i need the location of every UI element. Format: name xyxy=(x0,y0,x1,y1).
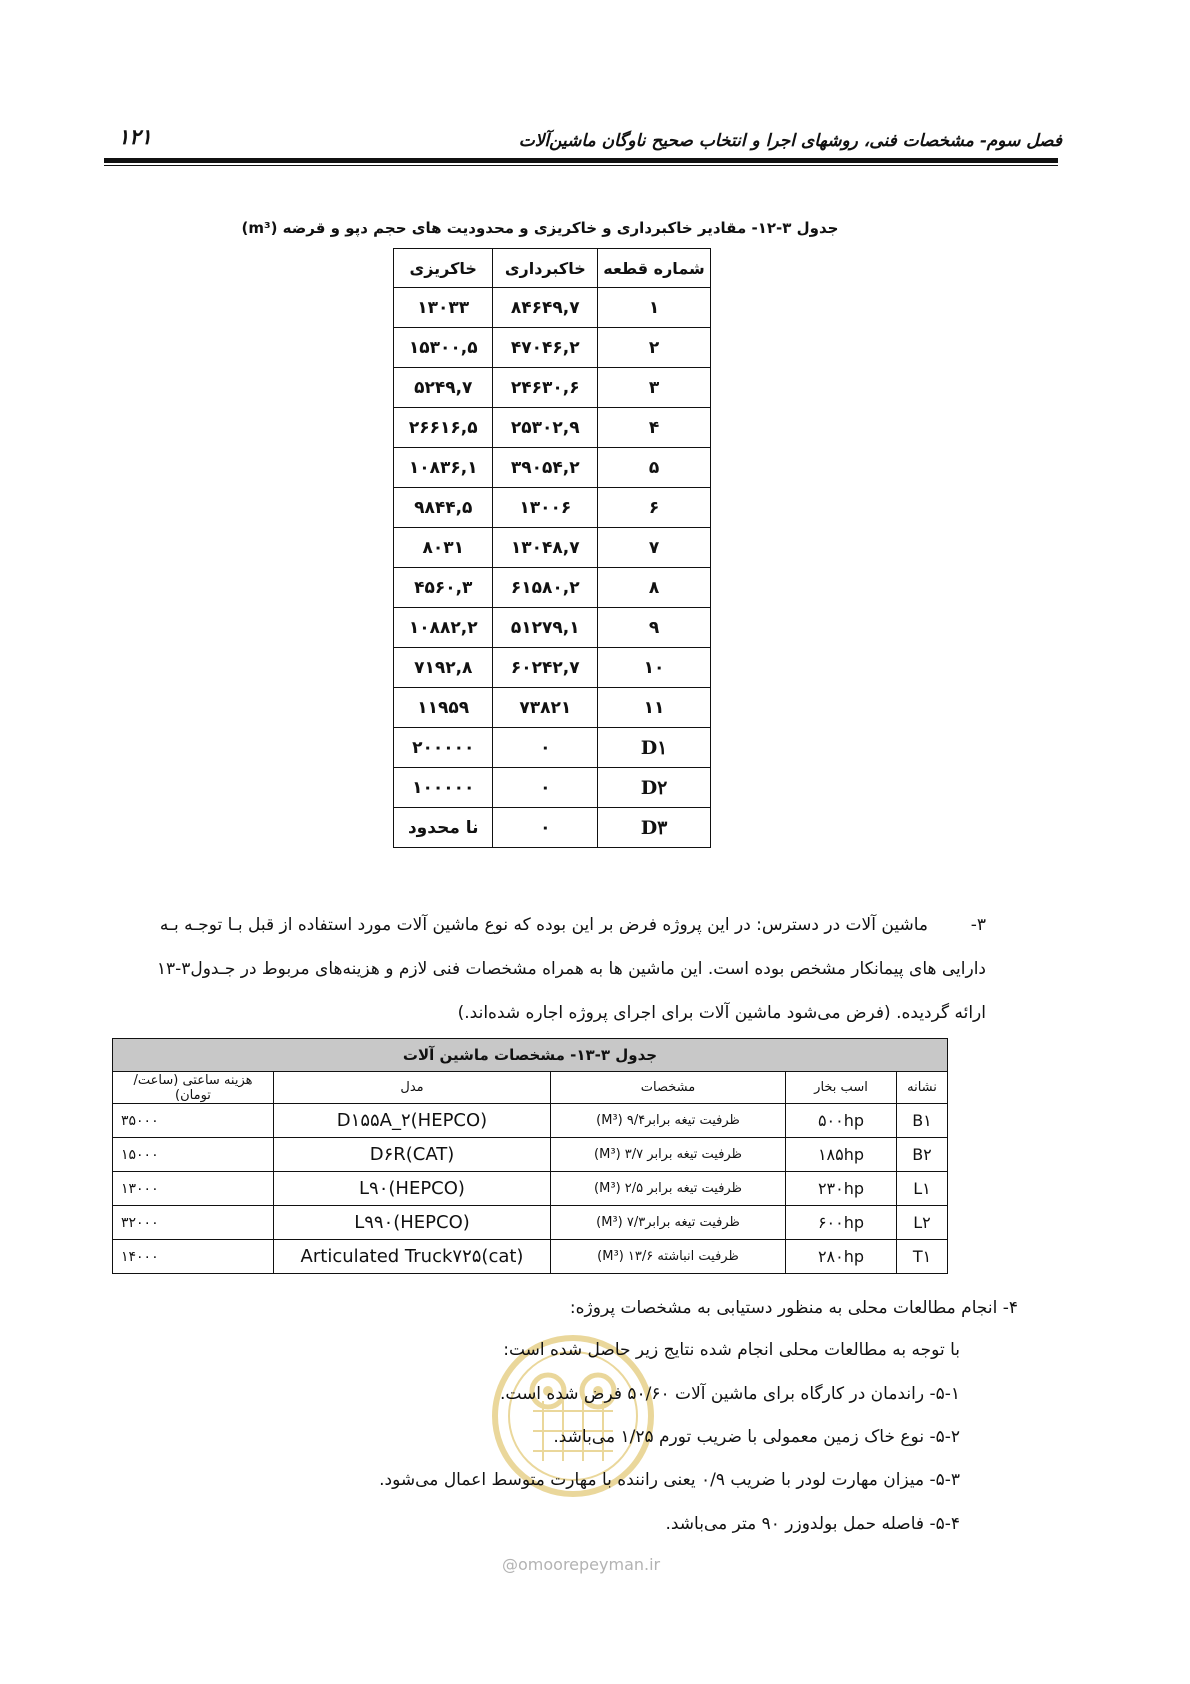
watermark-site: @omoorepeyman.ir xyxy=(502,1555,661,1574)
table-cell: ۷۳۸۲۱ xyxy=(493,688,598,728)
table-row xyxy=(113,1172,948,1206)
table-cell: ۳۵۰۰۰ xyxy=(113,1104,274,1138)
table-row xyxy=(394,488,711,528)
table-cell: ۴ xyxy=(598,408,711,448)
machinery-table xyxy=(112,1038,948,1274)
table-row xyxy=(394,808,711,848)
table-cell: نا محدود xyxy=(394,808,493,848)
table-cell: ۲ xyxy=(598,328,711,368)
table-row xyxy=(394,528,711,568)
table-cell: L۱ xyxy=(897,1172,948,1206)
table-cell: ۵ xyxy=(598,448,711,488)
paragraph-line: ارائه گردیده. (فرض می‌شود ماشین آلات برای اجرای پروژه اجاره شده‌اند.) xyxy=(457,1003,986,1023)
list-item: ۵-۳- میزان مهارت لودر با ضریب ۰/۹ یعنی راننده با مهارت متوسط اعمال می‌شود. xyxy=(379,1470,960,1490)
table-cell: ۱۳۰۰۶ xyxy=(493,488,598,528)
table-cell: ۱۰۸۸۲,۲ xyxy=(394,608,493,648)
table-cell: ۲۶۶۱۶,۵ xyxy=(394,408,493,448)
table-row xyxy=(113,1240,948,1274)
table-cell: ۱۰۰۰۰۰ xyxy=(394,768,493,808)
column-header: هزینه ساعتی (ساعت/تومان) xyxy=(113,1072,274,1104)
table-cell: ۶ xyxy=(598,488,711,528)
table-cell: ظرفیت تیغه برابر ۲/۵ (M³) xyxy=(551,1172,786,1206)
section-number: ۳- xyxy=(970,915,986,935)
table-cell: ۱۵۰۰۰ xyxy=(113,1138,274,1172)
table-cell: ۸ xyxy=(598,568,711,608)
table-cell: ۴۷۰۴۶,۲ xyxy=(493,328,598,368)
table-cell: ۳ xyxy=(598,368,711,408)
table-cell: ۳۹۰۵۴,۲ xyxy=(493,448,598,488)
table-row xyxy=(394,728,711,768)
running-header: فصل سوم- مشخصات فنی، روشهای اجرا و انتخاب صحیح ناوگان ماشین‌آلات xyxy=(518,131,1062,151)
page-number: ۱۲۱ xyxy=(118,124,152,149)
table-cell: ۱ xyxy=(598,288,711,328)
table-cell: ۰ xyxy=(493,728,598,768)
table-row xyxy=(394,648,711,688)
table-cell: ۰ xyxy=(493,768,598,808)
table-cell: D۲ xyxy=(598,768,711,808)
section4-title: ۴- انجام مطالعات محلی به منظور دستیابی به مشخصات پروژه: xyxy=(569,1298,1018,1318)
table-cell: ۱۵۳۰۰,۵ xyxy=(394,328,493,368)
table-cell: ۲۰۰۰۰۰ xyxy=(394,728,493,768)
table-cell: ظرفیت تیغه برابر۷/۳ (M³) xyxy=(551,1206,786,1240)
column-header: مدل xyxy=(274,1072,551,1104)
table-row xyxy=(394,408,711,448)
table-row xyxy=(394,608,711,648)
table-row xyxy=(394,448,711,488)
table-cell: ۲۴۶۳۰,۶ xyxy=(493,368,598,408)
column-header: خاکریزی xyxy=(394,249,493,288)
table-cell: D۱۵۵A_۲(HEPCO) xyxy=(274,1104,551,1138)
table-cell: ۸۴۶۴۹,۷ xyxy=(493,288,598,328)
list-item: ۵-۲- نوع خاک زمین معمولی با ضریب تورم ۱/۲۵ می‌باشد. xyxy=(553,1427,960,1447)
table-cell: L۹۹۰(HEPCO) xyxy=(274,1206,551,1240)
table-cell: ظرفیت تیغه برابر ۳/۷ (M³) xyxy=(551,1138,786,1172)
list-item: ۵-۴- فاصله حمل بولدوزر ۹۰ متر می‌باشد. xyxy=(665,1514,960,1534)
table-cell: D۳ xyxy=(598,808,711,848)
table-cell: L۹۰(HEPCO) xyxy=(274,1172,551,1206)
table-cell: ۱۱ xyxy=(598,688,711,728)
table-header-row xyxy=(113,1072,948,1104)
table-cell: Articulated Truck۷۲۵(cat) xyxy=(274,1240,551,1274)
paragraph-line: ماشین آلات در دسترس: در این پروژه فرض بر این بوده که نوع ماشین آلات مورد استفاده از قبل بـا توجـه بـه xyxy=(159,915,928,935)
table-cell: T۱ xyxy=(897,1240,948,1274)
column-header: خاکبرداری xyxy=(493,249,598,288)
table-cell: ۱۰۸۳۶,۱ xyxy=(394,448,493,488)
table-row xyxy=(113,1206,948,1240)
header-rule xyxy=(104,158,1058,163)
header-rule-thin xyxy=(104,165,1058,166)
table-cell: ۰ xyxy=(493,808,598,848)
table-cell: ۱۱۹۵۹ xyxy=(394,688,493,728)
table-row xyxy=(394,568,711,608)
table-cell: L۲ xyxy=(897,1206,948,1240)
column-header: نشانه xyxy=(897,1072,948,1104)
table-cell: ۸۰۳۱ xyxy=(394,528,493,568)
table1-caption: جدول ۳-۱۲- مقادیر خاکبرداری و خاکریزی و محدودیت های حجم دپو و قرضه (m³) xyxy=(241,219,839,237)
table2-caption: جدول ۳-۱۳- مشخصات ماشین آلات xyxy=(113,1039,948,1072)
table-cell: ۹ xyxy=(598,608,711,648)
table-cell: ۲۸۰hp xyxy=(786,1240,897,1274)
table-cell: ۵۰۰hp xyxy=(786,1104,897,1138)
table-cell: ۶۰۲۴۲,۷ xyxy=(493,648,598,688)
column-header: مشخصات xyxy=(551,1072,786,1104)
table-cell: ۱۳۰۴۸,۷ xyxy=(493,528,598,568)
paragraph-line: دارایی های پیمانکار مشخص بوده است. این ماشین ها به همراه مشخصات فنی لازم و هزینه‌های مربوط در جـدول۳-۱۳ xyxy=(156,959,986,979)
table-cell: ۷ xyxy=(598,528,711,568)
table-caption-row xyxy=(113,1039,948,1072)
table-row xyxy=(394,768,711,808)
table-cell: ۷۱۹۲,۸ xyxy=(394,648,493,688)
table-row xyxy=(394,288,711,328)
table-row xyxy=(394,368,711,408)
table-cell: ۱۸۵hp xyxy=(786,1138,897,1172)
table-cell: ۱۳۰۳۳ xyxy=(394,288,493,328)
table-cell: ۲۵۳۰۲,۹ xyxy=(493,408,598,448)
table-cell: D۱ xyxy=(598,728,711,768)
table-cell: ۵۱۲۷۹,۱ xyxy=(493,608,598,648)
column-header: شماره قطعه xyxy=(598,249,711,288)
table-cell: B۱ xyxy=(897,1104,948,1138)
table-header-row xyxy=(394,249,711,288)
table-cell: ۱۳۰۰۰ xyxy=(113,1172,274,1206)
table-cell: ۵۲۴۹,۷ xyxy=(394,368,493,408)
table-cell: ۶۰۰hp xyxy=(786,1206,897,1240)
table-cell: ۱۴۰۰۰ xyxy=(113,1240,274,1274)
list-item: ۵-۱- راندمان در کارگاه برای ماشین آلات ۵۰/۶۰ فرض شده است. xyxy=(499,1384,960,1404)
table-cell: ۱۰ xyxy=(598,648,711,688)
table-row xyxy=(113,1138,948,1172)
table-cell: ۹۸۴۴,۵ xyxy=(394,488,493,528)
table-cell: D۶R(CAT) xyxy=(274,1138,551,1172)
table-row xyxy=(394,688,711,728)
section4-intro: با توجه به مطالعات محلی انجام شده نتایج زیر حاصل شده است: xyxy=(503,1340,960,1360)
table-cell: ۴۵۶۰,۳ xyxy=(394,568,493,608)
table-cell: ۲۳۰hp xyxy=(786,1172,897,1206)
table-cell: ۶۱۵۸۰,۲ xyxy=(493,568,598,608)
column-header: اسب بخار xyxy=(786,1072,897,1104)
table-cell: ظرفیت تیغه برابر۹/۴ (M³) xyxy=(551,1104,786,1138)
table-cell: ظرفیت انباشته ۱۳/۶ (M³) xyxy=(551,1240,786,1274)
section3-paragraph xyxy=(114,903,986,1035)
table-row xyxy=(113,1104,948,1138)
earthwork-table xyxy=(393,248,711,848)
table-cell: B۲ xyxy=(897,1138,948,1172)
table-row xyxy=(394,328,711,368)
table-cell: ۳۲۰۰۰ xyxy=(113,1206,274,1240)
